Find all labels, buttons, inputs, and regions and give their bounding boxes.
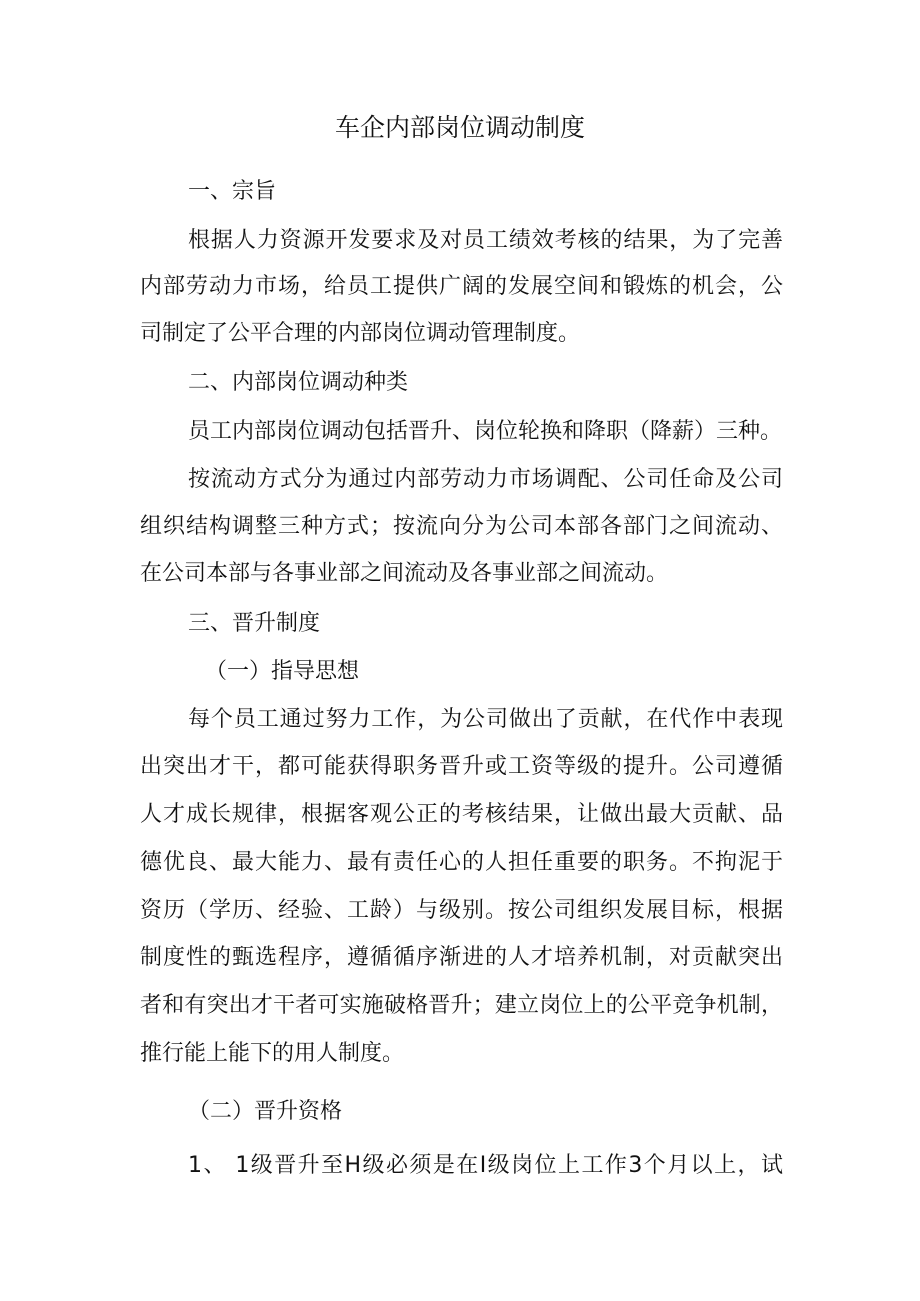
paragraph-line: 内部劳动力市场，给员工提供广阔的发展空间和锻炼的机会，公	[140, 274, 783, 299]
paragraph-line: 者和有突出才干者可实施破格晋升；建立岗位上的公平竞争机制，	[140, 993, 783, 1018]
paragraph-line: 在公司本部与各事业部之间流动及各事业部之间流动。	[140, 561, 669, 586]
paragraph-line: 按流动方式分为通过内部劳动力市场调配、公司任命及公司	[188, 467, 783, 492]
paragraph-line: 根据人力资源开发要求及对员工绩效考核的结果，为了完善	[188, 228, 783, 253]
subsection-heading-guiding: （一）指导思想	[205, 659, 360, 684]
paragraph-line: 员工内部岗位调动包括晋升、岗位轮换和降职（降薪）三种。	[188, 419, 783, 444]
paragraph-line: 1、 1级晋升至H级必须是在I级岗位上工作3个月以上，试	[188, 1153, 783, 1178]
paragraph-line: 人才成长规律，根据客观公正的考核结果，让做出最大贡献、品	[140, 802, 783, 827]
paragraph-line: 每个员工通过努力工作，为公司做出了贡献，在代作中表现	[188, 707, 783, 732]
paragraph-line: 推行能上能下的用人制度。	[140, 1041, 405, 1066]
section-heading-purpose: 一、宗旨	[188, 179, 277, 204]
paragraph-line: 制度性的甄选程序，遵循循序渐进的人才培养机制，对贡献突出	[140, 945, 783, 970]
document-title: 车企内部岗位调动制度	[334, 113, 585, 142]
paragraph-line: 出突出才干，都可能获得职务晋升或工资等级的提升。公司遵循	[140, 754, 783, 779]
section-heading-types: 二、内部岗位调动种类	[188, 370, 409, 395]
paragraph-line: 司制定了公平合理的内部岗位调动管理制度。	[140, 321, 581, 346]
section-heading-promotion: 三、晋升制度	[188, 611, 321, 636]
paragraph-line: 组织结构调整三种方式；按流向分为公司本部各部门之间流动、	[140, 514, 783, 539]
paragraph-line: 德优良、最大能力、最有责任心的人担任重要的职务。不拘泥于	[140, 850, 783, 875]
subsection-heading-qualification: （二）晋升资格	[188, 1099, 343, 1124]
paragraph-line: 资历（学历、经验、工龄）与级别。按公司组织发展目标，根据	[140, 898, 783, 923]
